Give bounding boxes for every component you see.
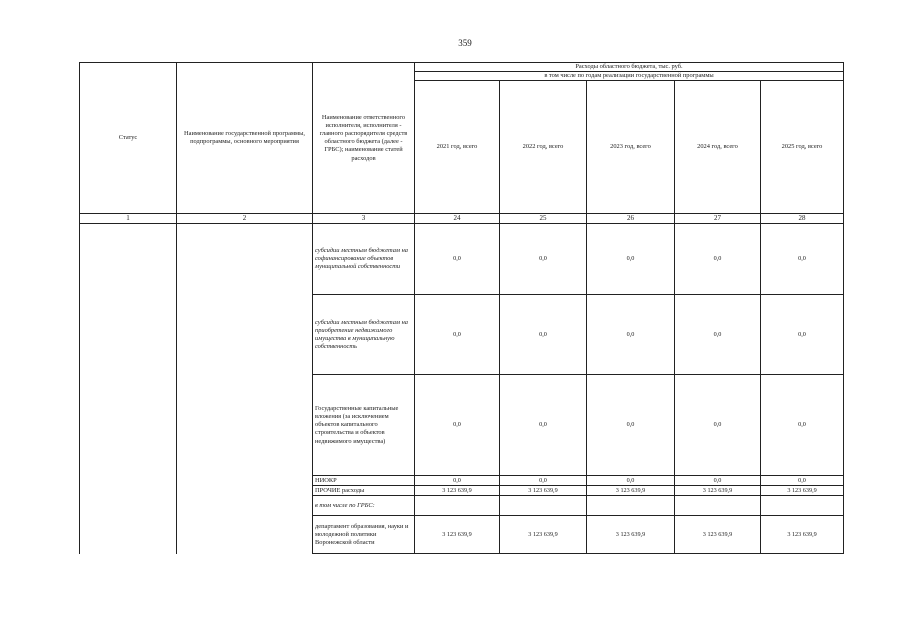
value-2024	[675, 496, 761, 516]
value-2021: 0,0	[415, 476, 500, 486]
value-2024: 3 123 639,9	[675, 516, 761, 554]
value-2024: 0,0	[675, 224, 761, 295]
row-label: субсидии местным бюджетам на софинансирование объектов муниципальной собственности	[313, 224, 415, 295]
value-2024: 0,0	[675, 476, 761, 486]
header-year-2025: 2025 год, всего	[761, 81, 844, 214]
column-number: 3	[313, 214, 415, 224]
value-2022: 0,0	[500, 224, 587, 295]
column-number: 28	[761, 214, 844, 224]
column-number: 25	[500, 214, 587, 224]
header-program-name: Наименование государственной программы, подпрограммы, основного мероприятия	[177, 63, 313, 214]
value-2022: 3 123 639,9	[500, 486, 587, 496]
page-number: 359	[458, 38, 472, 48]
header-year-2024: 2024 год, всего	[675, 81, 761, 214]
value-2024: 0,0	[675, 295, 761, 375]
value-2025: 3 123 639,9	[761, 486, 844, 496]
header-status: Статус	[80, 63, 177, 214]
value-2025: 0,0	[761, 224, 844, 295]
value-2025: 0,0	[761, 375, 844, 476]
value-2021: 0,0	[415, 224, 500, 295]
row-label: НИОКР	[313, 476, 415, 486]
value-2023: 3 123 639,9	[587, 486, 675, 496]
value-2021: 0,0	[415, 375, 500, 476]
header-year-2022: 2022 год, всего	[500, 81, 587, 214]
table-row	[80, 224, 844, 295]
row-label: в том числе по ГРБС:	[313, 496, 415, 516]
value-2023: 0,0	[587, 476, 675, 486]
value-2022: 0,0	[500, 295, 587, 375]
column-number: 27	[675, 214, 761, 224]
value-2024: 0,0	[675, 375, 761, 476]
value-2021: 3 123 639,9	[415, 516, 500, 554]
value-2022: 3 123 639,9	[500, 516, 587, 554]
value-2024: 3 123 639,9	[675, 486, 761, 496]
column-number: 2	[177, 214, 313, 224]
status-cell	[80, 224, 177, 554]
value-2025: 3 123 639,9	[761, 516, 844, 554]
value-2023: 0,0	[587, 295, 675, 375]
column-number: 26	[587, 214, 675, 224]
column-number: 1	[80, 214, 177, 224]
value-2021: 3 123 639,9	[415, 486, 500, 496]
row-label: департамент образования, науки и молодежной политики Воронежской области	[313, 516, 415, 554]
row-label: Государственные капитальные вложения (за исключением объектов капитального строительства и объектов недвижимого имущества)	[313, 375, 415, 476]
value-2023: 3 123 639,9	[587, 516, 675, 554]
header-budget-group: Расходы областного бюджета, тыс. руб.	[415, 63, 844, 72]
value-2022: 0,0	[500, 375, 587, 476]
header-year-2023: 2023 год, всего	[587, 81, 675, 214]
row-label: ПРОЧИЕ расходы	[313, 486, 415, 496]
value-2022: 0,0	[500, 476, 587, 486]
value-2023: 0,0	[587, 224, 675, 295]
value-2021	[415, 496, 500, 516]
program-name-cell	[177, 224, 313, 554]
value-2023	[587, 496, 675, 516]
header-year-2021: 2021 год, всего	[415, 81, 500, 214]
header-executor: Наименование ответственного исполнителя, исполнителя - главного распорядителя средств областного бюджета (далее - ГРБС); наименование статей расходов	[313, 63, 415, 214]
row-label: субсидии местным бюджетам на приобретение недвижимого имущества в муниципальную собственность	[313, 295, 415, 375]
value-2022	[500, 496, 587, 516]
budget-table	[79, 62, 844, 554]
value-2021: 0,0	[415, 295, 500, 375]
value-2023: 0,0	[587, 375, 675, 476]
header-years-group: в том числе по годам реализации государственной программы	[415, 72, 844, 81]
value-2025	[761, 496, 844, 516]
value-2025: 0,0	[761, 476, 844, 486]
column-number: 24	[415, 214, 500, 224]
value-2025: 0,0	[761, 295, 844, 375]
